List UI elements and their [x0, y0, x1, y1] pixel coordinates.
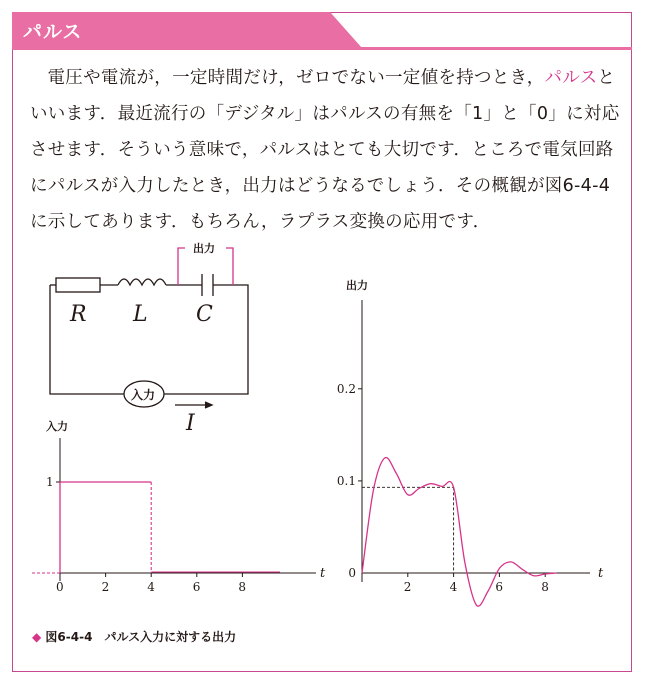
inductor-label: L: [133, 302, 148, 327]
output-chart-xtick-label: 2: [403, 580, 412, 594]
output-chart-ylabel: 出力: [346, 279, 368, 292]
paragraph-part-2: といいます．最近流行の「デジタル」はパルスの有無を「1」と「0」に対応させます．そういう意味で，パルスはとても大切です．ところで電気回路にパルスが入力したとき，出力はどうなるでしょう．その概観が図6-4-4に示してあります．もちろん，ラプラス変換の応用です．: [30, 68, 620, 232]
output-chart-xtick-label: 6: [495, 580, 504, 594]
figure-caption: [32, 628, 236, 645]
circuit-wire-left: [50, 285, 124, 394]
capacitor-label: C: [196, 302, 213, 327]
output-chart-ytick-label: 0.1: [336, 473, 356, 488]
input-chart-ylabel: 入力: [46, 420, 68, 433]
output-chart-xtick-label: 8: [541, 580, 549, 594]
output-chart: [337, 278, 604, 606]
output-response-curve: [362, 457, 557, 606]
keyword-pulse: パルス: [544, 68, 598, 88]
resistor-label: R: [70, 302, 87, 327]
input-chart-xlabel: t: [320, 566, 326, 581]
input-chart-xtick-label: 2: [101, 580, 110, 594]
output-probe-right: [226, 248, 233, 285]
caption-marker: ◆: [32, 630, 42, 644]
caption-text: パルス入力に対する出力: [104, 630, 237, 644]
input-chart-xtick-label: 0: [56, 580, 64, 594]
input-chart-xtick-label: 8: [238, 580, 247, 594]
input-chart-xtick-label: 4: [147, 580, 155, 594]
output-chart-xtick-label: 4: [449, 580, 458, 594]
input-chart-ytick-1: 1: [46, 475, 54, 489]
output-probe-left: [178, 248, 185, 285]
input-source-label: 入力: [131, 388, 156, 402]
caption-figure-number: 図6-4-4: [45, 630, 93, 644]
current-label: I: [186, 411, 195, 436]
output-chart-xlabel: t: [598, 566, 604, 581]
current-arrowhead: [205, 402, 212, 408]
output-chart-ytick-label: 0.2: [336, 381, 356, 396]
resistor-symbol: [56, 278, 100, 292]
section-title: パルス: [23, 21, 83, 43]
input-chart: [32, 419, 326, 594]
output-chart-ytick-label: 0: [348, 566, 356, 580]
paragraph-part-1: 電圧や電流が，一定時間だけ，ゼロでない一定値を持つとき，: [47, 68, 545, 88]
output-label: 出力: [193, 242, 215, 255]
inductor-symbol: [118, 279, 166, 285]
input-chart-xtick-label: 6: [192, 580, 201, 594]
